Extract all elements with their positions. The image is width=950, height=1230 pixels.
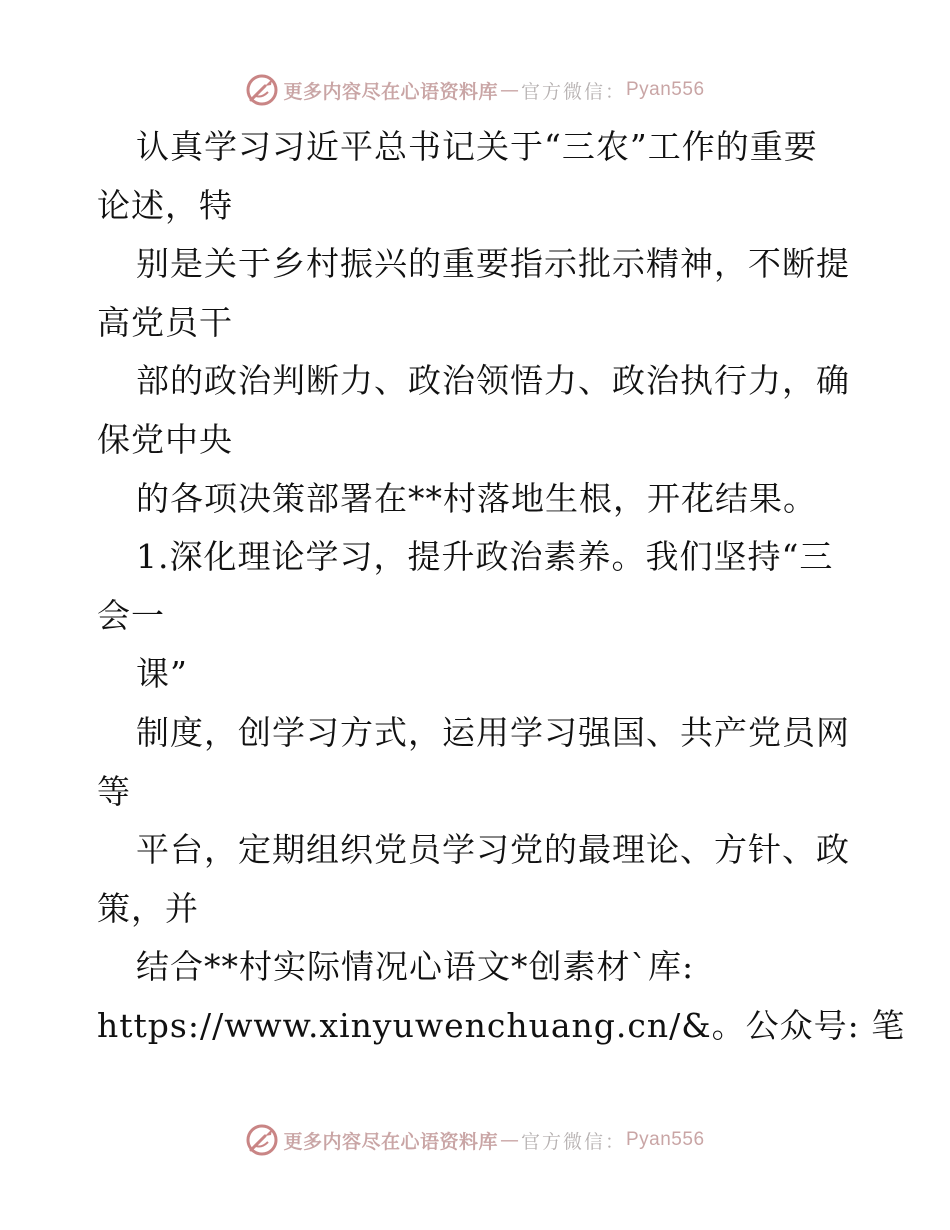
text-line: 部的政治判断力、政治领悟力、政治执行力，确 [136, 361, 850, 401]
watermark-sub-text: 官方微信： [520, 80, 626, 103]
document-body [97, 118, 906, 1056]
text-line: 等 [97, 771, 131, 811]
text-line: 课” [136, 654, 188, 694]
text-line: 论述，特 [97, 185, 233, 225]
text-line: 策，并 [97, 888, 199, 928]
text-line: 认真学习习近平总书记关于“三农”工作的重要 [136, 127, 818, 166]
text-line: 1.深化理论学习，提升政治素养。我们坚持“三 [136, 537, 834, 577]
text-line: 保党中央 [97, 419, 233, 459]
text-line: 的各项决策部署在**村落地生根，开花结果。 [136, 478, 817, 518]
watermark-wechat-id: Pyan556 [626, 1129, 705, 1150]
text-line: 制度，创学习方式，运用学习强国、共产党员网 [136, 712, 850, 752]
watermark-main-text: 更多内容尽在心语资料库 [283, 1130, 498, 1153]
text-line: 高党员干 [97, 302, 233, 342]
text-line: https://www.xinyuwenchuang.cn/&。公众号: 笔 [97, 1005, 906, 1045]
watermark-header [0, 70, 950, 110]
text-line: 结合**村实际情况心语文*创素材`库: [136, 947, 695, 987]
text-line: 平台，定期组织党员学习党的最理论、方针、政 [136, 830, 850, 870]
watermark-footer [0, 1120, 950, 1160]
text-line: 会一 [97, 595, 165, 635]
watermark-wechat-id: Pyan556 [626, 79, 705, 100]
logo-icon [245, 73, 279, 107]
watermark-dash: — [499, 1129, 519, 1151]
text-line: 别是关于乡村振兴的重要指示批示精神，不断提 [136, 244, 850, 284]
watermark-sub-text: 官方微信： [520, 1130, 626, 1153]
logo-icon [245, 1123, 279, 1157]
watermark-main-text: 更多内容尽在心语资料库 [283, 80, 498, 103]
watermark-dash: — [499, 79, 519, 101]
